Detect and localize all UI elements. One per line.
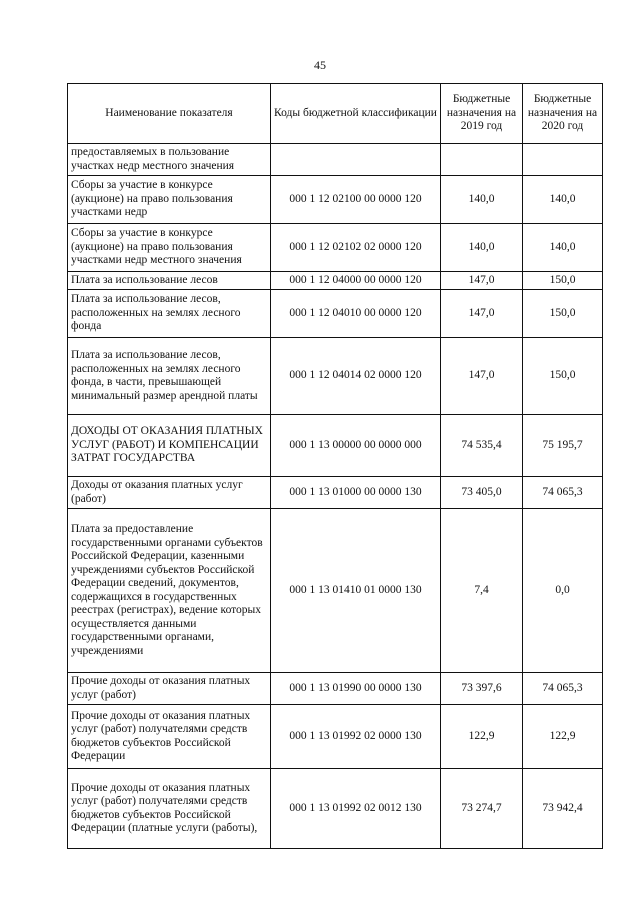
row-value-2020: 74 065,3	[523, 477, 603, 509]
row-value-2020: 122,9	[523, 705, 603, 769]
row-code: 000 1 12 02102 02 0000 120	[271, 224, 441, 272]
table-row	[68, 415, 603, 477]
row-value-2019: 140,0	[441, 224, 523, 272]
row-code	[271, 144, 441, 176]
row-value-2019: 122,9	[441, 705, 523, 769]
table-row	[68, 705, 603, 769]
row-value-2019: 147,0	[441, 290, 523, 338]
header-name: Наименование показателя	[68, 84, 271, 144]
row-code: 000 1 12 04010 00 0000 120	[271, 290, 441, 338]
table-row	[68, 477, 603, 509]
table-row	[68, 769, 603, 849]
row-value-2019: 73 274,7	[441, 769, 523, 849]
row-name: Прочие доходы от оказания платных услуг (работ)	[68, 673, 271, 705]
table-row	[68, 176, 603, 224]
table-row	[68, 224, 603, 272]
row-value-2020: 140,0	[523, 176, 603, 224]
row-value-2020: 74 065,3	[523, 673, 603, 705]
row-value-2020: 150,0	[523, 272, 603, 290]
table-header-row	[68, 84, 603, 144]
row-value-2019: 73 397,6	[441, 673, 523, 705]
header-2019: Бюджетные назначения на 2019 год	[441, 84, 523, 144]
row-name: ДОХОДЫ ОТ ОКАЗАНИЯ ПЛАТНЫХ УСЛУГ (РАБОТ) И КОМПЕНСАЦИИ ЗАТРАТ ГОСУДАРСТВА	[68, 415, 271, 477]
row-code: 000 1 13 01990 00 0000 130	[271, 673, 441, 705]
table-row	[68, 272, 603, 290]
page-number: 45	[314, 58, 326, 72]
row-code: 000 1 13 01410 01 0000 130	[271, 509, 441, 673]
row-code: 000 1 13 00000 00 0000 000	[271, 415, 441, 477]
row-value-2019: 140,0	[441, 176, 523, 224]
row-code: 000 1 13 01992 02 0012 130	[271, 769, 441, 849]
row-name: предоставляемых в пользование участках недр местного значения	[68, 144, 271, 176]
row-value-2019: 73 405,0	[441, 477, 523, 509]
row-code: 000 1 13 01992 02 0000 130	[271, 705, 441, 769]
row-value-2019: 74 535,4	[441, 415, 523, 477]
row-value-2020	[523, 144, 603, 176]
row-value-2020: 140,0	[523, 224, 603, 272]
row-code: 000 1 12 04014 02 0000 120	[271, 338, 441, 415]
row-name: Прочие доходы от оказания платных услуг (работ) получателями средств бюджетов субъектов Российской Федерации	[68, 705, 271, 769]
row-name: Доходы от оказания платных услуг (работ)	[68, 477, 271, 509]
table-row	[68, 144, 603, 176]
row-name: Плата за предоставление государственными органами субъектов Российской Федерации, казенными учреждениями субъектов Российской Федерации сведений, документов, содержащихся в государственных реестрах (регистрах), ведение которых осуществляется данными государственными органами, учреждениями	[68, 509, 271, 673]
row-value-2019: 147,0	[441, 272, 523, 290]
header-code: Коды бюджетной классификации	[271, 84, 441, 144]
row-name: Прочие доходы от оказания платных услуг (работ) получателями средств бюджетов субъектов Российской Федерации (платные услуги (работы),	[68, 769, 271, 849]
table-row	[68, 338, 603, 415]
table-row	[68, 673, 603, 705]
row-value-2020: 150,0	[523, 290, 603, 338]
header-2020: Бюджетные назначения на 2020 год	[523, 84, 603, 144]
row-value-2020: 0,0	[523, 509, 603, 673]
row-value-2019: 147,0	[441, 338, 523, 415]
row-value-2020: 75 195,7	[523, 415, 603, 477]
table-row	[68, 509, 603, 673]
row-value-2019: 7,4	[441, 509, 523, 673]
row-name: Плата за использование лесов, расположенных на землях лесного фонда	[68, 290, 271, 338]
row-name: Плата за использование лесов	[68, 272, 271, 290]
row-name: Сборы за участие в конкурсе (аукционе) на право пользования участками недр местного значения	[68, 224, 271, 272]
row-name: Плата за использование лесов, расположенных на землях лесного фонда, в части, превышающей минимальный размер арендной платы	[68, 338, 271, 415]
row-code: 000 1 13 01000 00 0000 130	[271, 477, 441, 509]
row-name: Сборы за участие в конкурсе (аукционе) на право пользования участками недр	[68, 176, 271, 224]
row-code: 000 1 12 04000 00 0000 120	[271, 272, 441, 290]
row-value-2020: 73 942,4	[523, 769, 603, 849]
row-code: 000 1 12 02100 00 0000 120	[271, 176, 441, 224]
table-row	[68, 290, 603, 338]
row-value-2019	[441, 144, 523, 176]
budget-table	[67, 83, 603, 849]
row-value-2020: 150,0	[523, 338, 603, 415]
